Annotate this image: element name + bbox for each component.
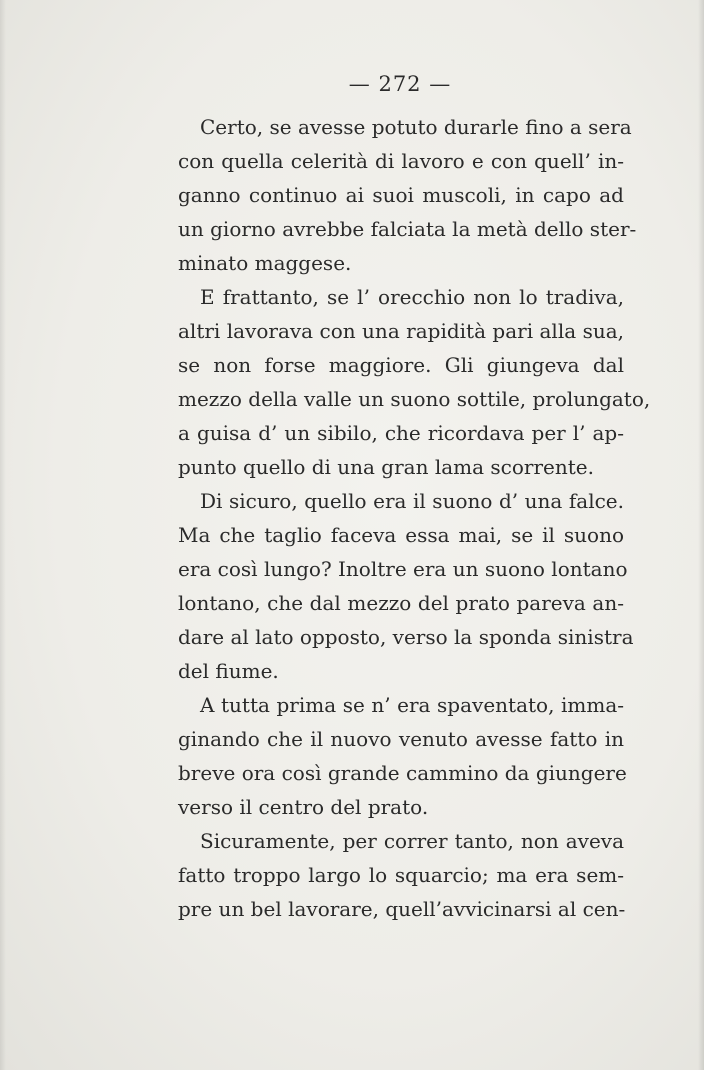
paragraph — [178, 484, 634, 688]
text-line: ganno continuo ai suoi muscoli, in capo ad — [178, 183, 624, 207]
text-line: dare al lato opposto, verso la sponda sinistra — [178, 625, 634, 649]
page-left-edge-shadow — [0, 0, 6, 1070]
text-line: minato maggese. — [178, 251, 352, 275]
paragraph — [178, 110, 637, 280]
text-line: ginando che il nuovo venuto avesse fatto in — [178, 727, 624, 751]
text-line: a guisa d’ un sibilo, che ricordava per l’ ap- — [178, 421, 624, 445]
page-right-edge-shadow — [698, 0, 704, 1070]
text-line: E frattanto, se l’ orecchio non lo tradiva, — [200, 285, 624, 309]
text-line: fatto troppo largo lo squarcio; ma era sem- — [178, 863, 624, 887]
text-line: se non forse maggiore. Gli giungeva dal — [178, 353, 624, 377]
text-line: del fiume. — [178, 659, 279, 683]
paragraph — [178, 824, 624, 926]
text-line: con quella celerità di lavoro e con quell’ in- — [178, 149, 624, 173]
text-line: lontano, che dal mezzo del prato pareva an- — [178, 591, 624, 615]
text-line: breve ora così grande cammino da giungere — [178, 761, 627, 785]
text-line: A tutta prima se n’ era spaventato, imma- — [200, 693, 624, 717]
text-line: altri lavorava con una rapidità pari alla sua, — [178, 319, 624, 343]
text-line: Ma che taglio faceva essa mai, se il suono — [178, 523, 624, 547]
text-line: pre un bel lavorare, quell’avvicinarsi al cen- — [178, 897, 626, 921]
text-line: un giorno avrebbe falciata la metà dello ster- — [178, 217, 637, 241]
text-line: punto quello di una gran lama scorrente. — [178, 455, 594, 479]
text-line: Certo, se avesse potuto durarle fino a sera — [200, 115, 632, 139]
text-line: Di sicuro, quello era il suono d’ una falce. — [200, 489, 624, 513]
text-line: verso il centro del prato. — [178, 795, 429, 819]
paragraph — [178, 280, 651, 484]
page-number: — 272 — — [348, 72, 452, 96]
body-text — [178, 110, 651, 926]
paragraph — [178, 688, 627, 824]
text-line: Sicuramente, per correr tanto, non aveva — [200, 829, 624, 853]
text-line: era così lungo? Inoltre era un suono lontano — [178, 557, 628, 581]
text-line: mezzo della valle un suono sottile, prolungato, — [178, 387, 651, 411]
